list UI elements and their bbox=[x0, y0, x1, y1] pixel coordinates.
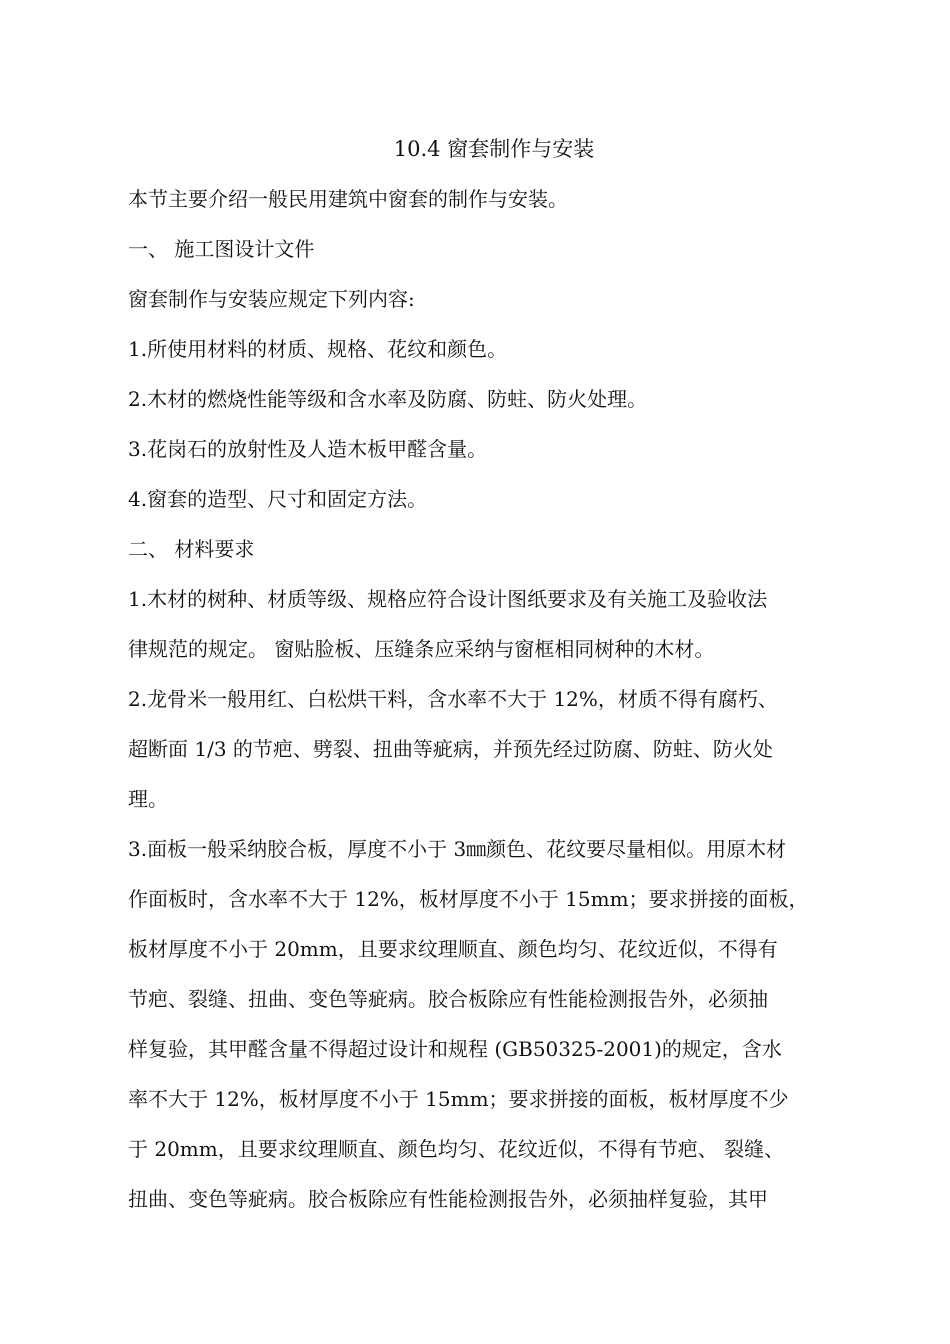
body-line: 率不大于 12%，板材厚度不小于 15mm；要求拼接的面板，板材厚度不少 bbox=[128, 1087, 789, 1111]
heading-design-files: 一、 施工图设计文件 bbox=[128, 237, 315, 261]
body-line: 2.龙骨米一般用红、白松烘干料，含水率不大于 12%，材质不得有腐朽、 bbox=[128, 687, 778, 711]
body-line: 扭曲、变色等疵病。胶合板除应有性能检测报告外，必须抽样复验，其甲 bbox=[128, 1187, 768, 1211]
body-line: 样复验，其甲醛含量不得超过设计和规程 (GB50325-2001)的规定，含水 bbox=[128, 1037, 782, 1061]
body-line: 超断面 1/3 的节疤、劈裂、扭曲等疵病，并预先经过防腐、防蛀、防火处 bbox=[128, 737, 773, 761]
body-line: 节疤、裂缝、扭曲、变色等疵病。胶合板除应有性能检测报告外，必须抽 bbox=[128, 987, 768, 1011]
body-line: 理。 bbox=[128, 787, 168, 811]
body-line: 于 20mm，且要求纹理顺直、颜色均匀、花纹近似，不得有节疤、 裂缝、 bbox=[128, 1137, 785, 1161]
body-line: 3.面板一般采纳胶合板，厚度不小于 3㎜颜色、花纹要尽量相似。用原木材 bbox=[128, 837, 787, 861]
list-item: 3.花岗石的放射性及人造木板甲醛含量。 bbox=[128, 437, 488, 461]
body-line: 律规范的规定。 窗贴脸板、压缝条应采纳与窗框相同树种的木材。 bbox=[128, 637, 715, 661]
intro-line: 本节主要介绍一般民用建筑中窗套的制作与安装。 bbox=[128, 187, 568, 211]
body-line: 窗套制作与安装应规定下列内容: bbox=[128, 287, 415, 311]
body-line: 1.木材的树种、材质等级、规格应符合设计图纸要求及有关施工及验收法 bbox=[128, 587, 768, 611]
body-line: 作面板时，含水率不大于 12%，板材厚度不小于 15mm；要求拼接的面板， bbox=[128, 887, 809, 911]
list-item: 1.所使用材料的材质、规格、花纹和颜色。 bbox=[128, 337, 508, 361]
heading-material-requirements: 二、 材料要求 bbox=[128, 537, 255, 561]
list-item: 2.木材的燃烧性能等级和含水率及防腐、防蛀、防火处理。 bbox=[128, 387, 648, 411]
list-item: 4.窗套的造型、尺寸和固定方法。 bbox=[128, 487, 428, 511]
body-line: 板材厚度不小于 20mm，且要求纹理顺直、颜色均匀、花纹近似，不得有 bbox=[128, 937, 778, 961]
section-title: 10.4 窗套制作与安装 bbox=[393, 137, 595, 161]
